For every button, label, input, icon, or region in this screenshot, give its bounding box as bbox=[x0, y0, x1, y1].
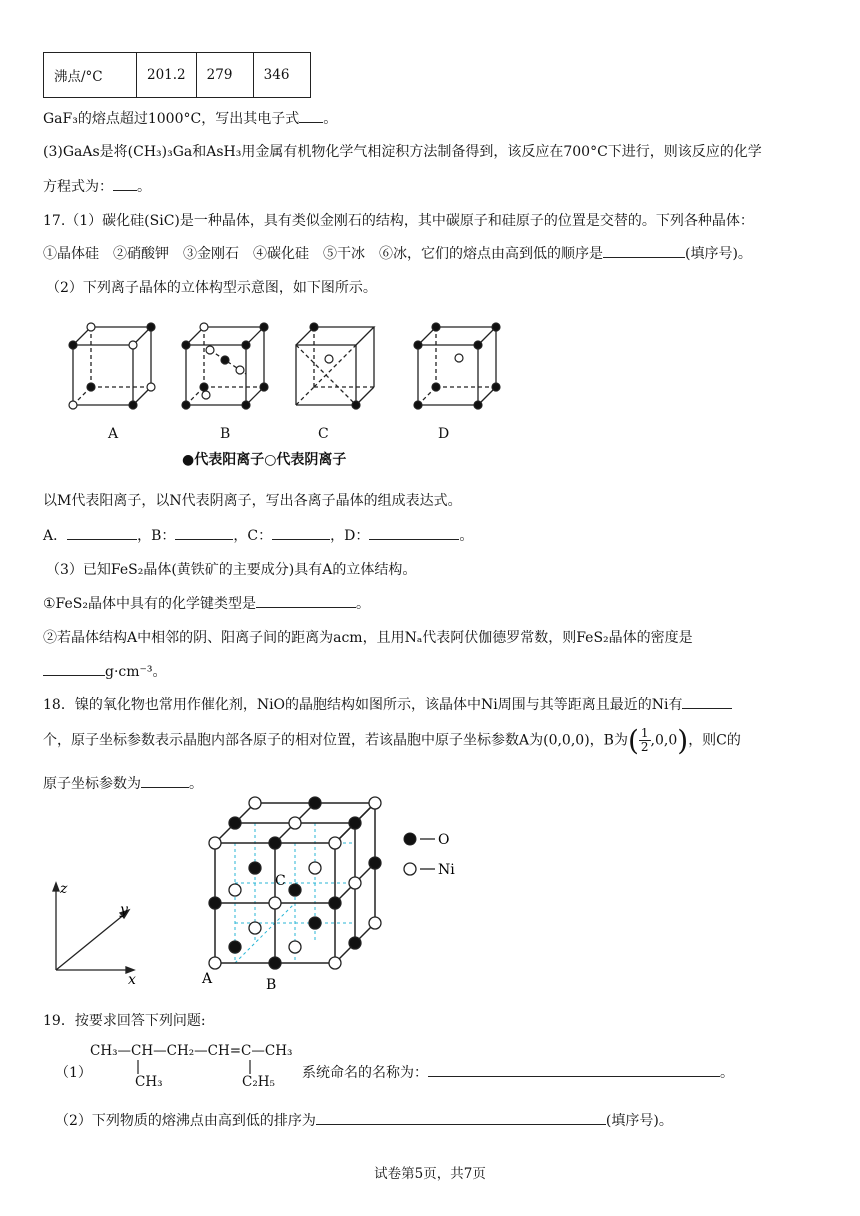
q19-p2-line bbox=[55, 1110, 673, 1130]
answer-blank-d[interactable] bbox=[369, 525, 459, 540]
q17-p2-text: （2）下列离子晶体的立体构型示意图，如下图所示。 bbox=[46, 280, 377, 296]
ionic-crystal-figure bbox=[60, 310, 520, 475]
q19-p2-end: (填序号)。 bbox=[605, 1113, 673, 1129]
answer-blank[interactable] bbox=[43, 661, 105, 676]
q17-p3-text: （3）已知FeS₂晶体(黄铁矿的主要成分)具有A的立体结构。 bbox=[46, 562, 417, 578]
answer-label-a: A． bbox=[43, 528, 68, 544]
axis-z-label: z bbox=[60, 881, 68, 897]
answer-blank[interactable] bbox=[113, 176, 137, 191]
answer-blank-c[interactable] bbox=[272, 525, 330, 540]
q18-line2-end: ，则C的 bbox=[688, 732, 741, 749]
q18-line3 bbox=[43, 773, 203, 793]
ion-legend: ●代表阳离子○代表阴离子 bbox=[182, 452, 347, 468]
paren-close: ) bbox=[677, 724, 689, 757]
answer-end: 。 bbox=[459, 528, 474, 544]
coord-fraction bbox=[639, 727, 651, 754]
table-label-cell: 沸点/°C bbox=[44, 53, 137, 98]
nio-crystal-figure bbox=[40, 795, 480, 995]
q18-line1-text: 18．镍的氧化物也常用作催化剂，NiO的晶胞结构如图所示，该晶体中Ni周围与其等距离且最近的Ni有 bbox=[43, 697, 683, 713]
q17-p1-line2-end: (填序号)。 bbox=[685, 246, 752, 262]
answer-blank[interactable] bbox=[603, 243, 685, 258]
q17-answers-line bbox=[43, 525, 473, 545]
q16-part3-cont: 方程式为： bbox=[43, 179, 113, 195]
q17-p3-q2: ②若晶体结构A中相邻的阴、阳离子间的距离为acm，且用Nₐ代表阿伏伽德罗常数，则FeS₂晶体的密度是 bbox=[43, 630, 693, 646]
q17-p3-q2-line2 bbox=[43, 661, 167, 681]
figure-label-a: A bbox=[108, 426, 119, 442]
answer-blank[interactable] bbox=[141, 773, 189, 788]
formula-substituent-2: C₂H₅ bbox=[242, 1074, 275, 1090]
q17-p2-instruction: 以M代表阳离子，以N代表阴离子，写出各离子晶体的组成表达式。 bbox=[43, 493, 462, 509]
axis-y-label: y bbox=[120, 902, 128, 918]
answer-label-d: ，D： bbox=[330, 528, 370, 544]
q19-title: 19．按要求回答下列问题: bbox=[43, 1013, 206, 1029]
answer-blank[interactable] bbox=[316, 1110, 606, 1125]
q16-part3-text: (3)GaAs是将(CH₃)₃Ga和AsH₃用金属有机物化学气相淀积方法制备得到，该反应在700°C下进行，则该反应的化学 bbox=[43, 144, 762, 160]
q18-line2 bbox=[43, 724, 741, 757]
q17-p3-q1-text: ①FeS₂晶体中具有的化学键类型是 bbox=[43, 596, 256, 612]
answer-blank[interactable] bbox=[256, 593, 356, 608]
answer-blank[interactable] bbox=[428, 1062, 720, 1077]
density-unit: g·cm⁻³。 bbox=[105, 664, 167, 680]
q17-p1-line1: 17.（1）碳化硅(SiC)是一种晶体，具有类似金刚石的结构，其中碳原子和硅原子的位置是交替的。下列各种晶体： bbox=[43, 213, 754, 229]
frac-denominator: 2 bbox=[640, 740, 649, 754]
legend-o-label: O bbox=[438, 832, 450, 848]
answer-blank[interactable] bbox=[682, 694, 732, 709]
legend-ni-label: Ni bbox=[438, 862, 455, 878]
table-value-cell: 279 bbox=[196, 53, 253, 98]
table-value-cell: 346 bbox=[253, 53, 310, 98]
figure-label-c: C bbox=[318, 426, 329, 442]
q19-p1-label: （1） bbox=[55, 1065, 92, 1081]
formula-bonds bbox=[90, 1058, 310, 1078]
q16-gaf3-line bbox=[43, 108, 337, 128]
crystal-b bbox=[186, 327, 264, 405]
nio-legend bbox=[404, 832, 455, 878]
q17-p3-q1-end: 。 bbox=[356, 596, 370, 612]
crystal-a bbox=[73, 327, 151, 405]
q16-part3-cont-line bbox=[43, 176, 151, 196]
crystal-d bbox=[418, 327, 496, 405]
frac-numerator: 1 bbox=[640, 726, 649, 740]
q18-line1 bbox=[43, 694, 732, 714]
q18-line3-text: 原子坐标参数为 bbox=[43, 776, 141, 792]
q16-gaf3-text: GaF₃的熔点超过1000°C，写出其电子式 bbox=[43, 111, 300, 127]
q16-gaf3-end: 。 bbox=[323, 111, 338, 127]
paren-open: ( bbox=[627, 724, 639, 757]
q19-p1-end: 。 bbox=[720, 1065, 734, 1081]
answer-label-b: ，B： bbox=[137, 528, 176, 544]
q19-p2-text: （2）下列物质的熔沸点由高到低的排序为 bbox=[55, 1113, 316, 1129]
q17-p1-line2-text: ①晶体硅 ②硝酸钾 ③金刚石 ④碳化硅 ⑤干冰 ⑥冰，它们的熔点由高到低的顺序是 bbox=[43, 246, 603, 262]
point-c-label: C bbox=[275, 873, 286, 889]
structural-formula-main: CH₃—CH—CH₂—CH=C—CH₃ bbox=[90, 1043, 293, 1059]
coord-rest: ,0,0 bbox=[650, 732, 678, 749]
point-b-label: B bbox=[266, 977, 277, 993]
table-row bbox=[44, 53, 311, 98]
formula-substituent-1: CH₃ bbox=[135, 1074, 163, 1090]
answer-blank-b[interactable] bbox=[175, 525, 233, 540]
q18-line2-text: 个，原子坐标参数表示晶胞内部各原子的相对位置，若该晶胞中原子坐标参数A为(0,0,0)，B为 bbox=[43, 732, 628, 749]
q17-p1-line2 bbox=[43, 243, 752, 263]
axis-x-label: x bbox=[128, 972, 136, 988]
answer-blank-a[interactable] bbox=[67, 525, 137, 540]
figure-label-b: B bbox=[220, 426, 231, 442]
figure-label-d: D bbox=[438, 426, 450, 442]
boiling-point-table bbox=[43, 52, 311, 98]
q19-p1-suffix: 系统命名的名称为： bbox=[302, 1065, 428, 1081]
answer-label-c: ，C： bbox=[233, 528, 273, 544]
q17-p3-q1 bbox=[43, 593, 370, 613]
q16-part3-end: 。 bbox=[137, 179, 151, 195]
point-a-label: A bbox=[202, 971, 213, 987]
q19-p1-line bbox=[302, 1062, 734, 1082]
q18-line3-end: 。 bbox=[189, 776, 203, 792]
page-footer: 试卷第5页，共7页 bbox=[374, 1166, 486, 1182]
answer-blank[interactable] bbox=[299, 108, 323, 123]
table-value-cell: 201.2 bbox=[137, 53, 197, 98]
crystal-c bbox=[296, 327, 374, 405]
